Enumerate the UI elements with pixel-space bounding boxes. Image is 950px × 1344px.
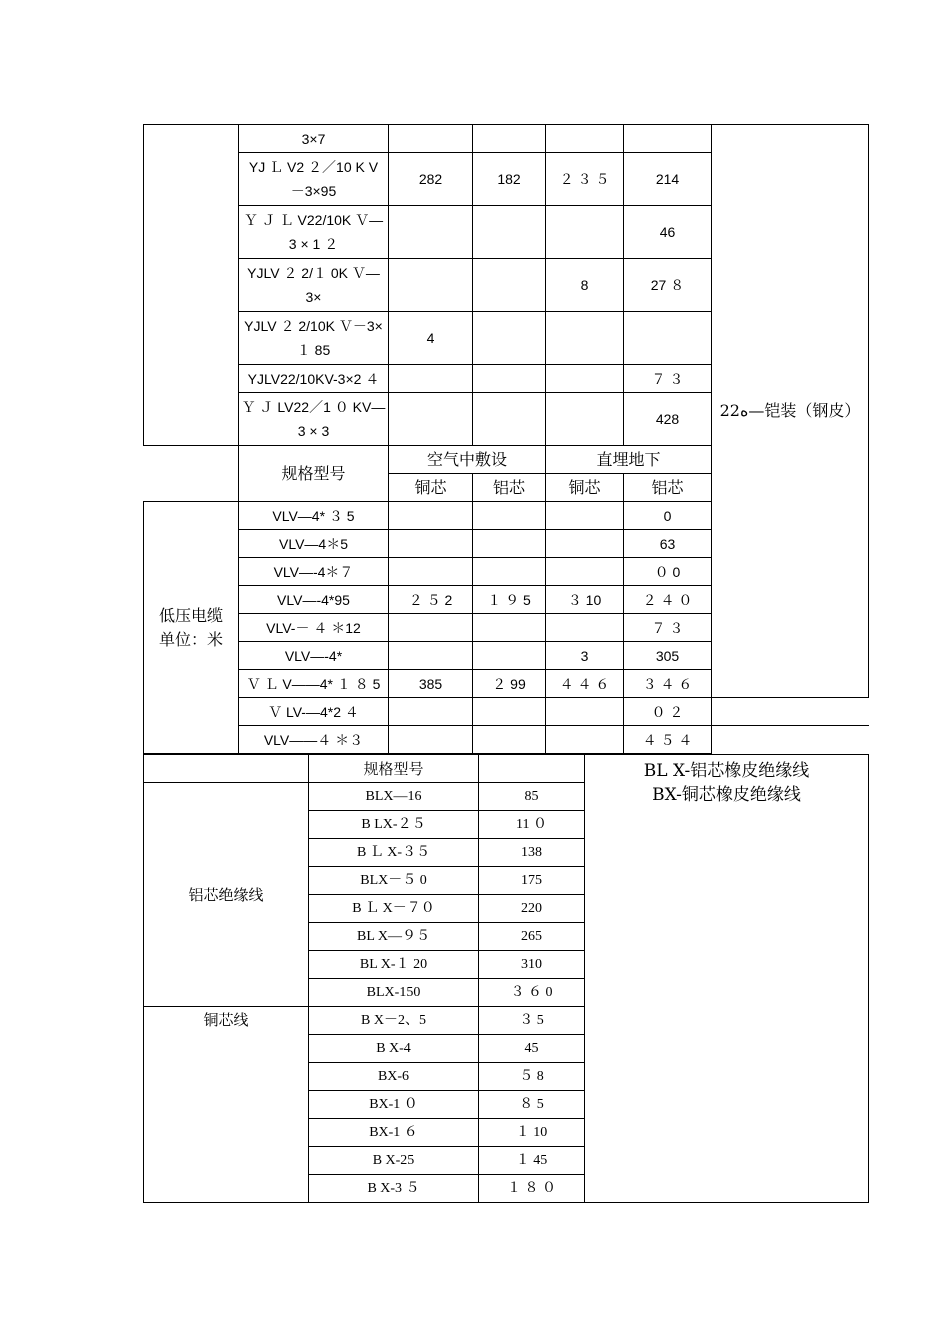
model-cell: B X－2、5 xyxy=(309,1007,479,1035)
model-cell: BLX－５ 0 xyxy=(309,867,479,895)
value-cell: 214 xyxy=(624,153,712,206)
table-row xyxy=(144,698,869,726)
value-cell: 46 xyxy=(624,206,712,259)
value-cell: 3 xyxy=(546,642,624,670)
value-cell xyxy=(546,558,624,586)
value-cell: ４ ５ ４ xyxy=(624,726,712,754)
blank-cell xyxy=(712,726,869,754)
value-cell: 27 ８ xyxy=(624,259,712,312)
value-cell: ７ ３ xyxy=(624,614,712,642)
model-cell: B Ｌ X－７０ xyxy=(309,895,479,923)
model-cell: B LX-２５ xyxy=(309,811,479,839)
model-cell: Ｙ Ｊ Ｌ V22/10K Ｖ— 3 × 1 ２ xyxy=(239,206,389,259)
value-cell: ５ 8 xyxy=(479,1063,585,1091)
value-cell xyxy=(473,502,546,530)
model-cell: VLV-－ ４ ＊12 xyxy=(239,614,389,642)
value-cell: １ 45 xyxy=(479,1147,585,1175)
value-cell: ２ ５ 2 xyxy=(389,586,473,614)
value-cell: 45 xyxy=(479,1035,585,1063)
value-cell: 4 xyxy=(389,312,473,365)
model-cell: YJLV ２ 2/10K Ｖ－3× １ 85 xyxy=(239,312,389,365)
model-cell: YJLV ２ 2/１ 0K Ｖ— 3× xyxy=(239,259,389,312)
value-cell: 175 xyxy=(479,867,585,895)
air-header: 空气中敷设 xyxy=(389,446,546,474)
value-cell xyxy=(473,365,546,393)
value-cell: 310 xyxy=(479,951,585,979)
value-cell xyxy=(473,259,546,312)
value-cell xyxy=(389,614,473,642)
blank-category-cell xyxy=(144,125,239,446)
value-cell: ３ ６ 0 xyxy=(479,979,585,1007)
value-cell: 63 xyxy=(624,530,712,558)
value-cell: 138 xyxy=(479,839,585,867)
value-cell: ２ ４ ０ xyxy=(624,586,712,614)
value-cell: 282 xyxy=(389,153,473,206)
value-cell: 0 xyxy=(624,502,712,530)
model-cell: YJLV22/10KV-3×2 ４ xyxy=(239,365,389,393)
value-cell xyxy=(389,206,473,259)
aluminum-header: 铝芯 xyxy=(473,474,546,502)
spec-header: 规格型号 xyxy=(239,446,389,502)
copper-header: 铜芯 xyxy=(389,474,473,502)
value-cell xyxy=(389,502,473,530)
value-cell xyxy=(473,726,546,754)
model-cell: BLX-150 xyxy=(309,979,479,1007)
value-cell: ２ ３ ５ xyxy=(546,153,624,206)
value-cell xyxy=(624,125,712,153)
wire-table xyxy=(143,754,869,1203)
value-cell xyxy=(389,365,473,393)
value-cell xyxy=(389,558,473,586)
value-cell xyxy=(473,642,546,670)
model-cell: VLV—-4＊７ xyxy=(239,558,389,586)
value-cell: ３ 5 xyxy=(479,1007,585,1035)
aluminum-header: 铝芯 xyxy=(624,474,712,502)
value-cell: １ ９ 5 xyxy=(473,586,546,614)
model-cell: BL X-１ 20 xyxy=(309,951,479,979)
model-cell: BX-6 xyxy=(309,1063,479,1091)
value-cell: 428 xyxy=(624,393,712,446)
value-cell xyxy=(546,530,624,558)
value-cell xyxy=(473,206,546,259)
model-cell: B X-4 xyxy=(309,1035,479,1063)
value-cell: ４ ４ ６ xyxy=(546,670,624,698)
low-voltage-label: 低压电缆 单位：米 xyxy=(144,502,239,754)
model-cell: Ｙ Ｊ LV22／1 ０ KV— 3 × 3 xyxy=(239,393,389,446)
value-cell xyxy=(473,530,546,558)
value-cell: ７ ３ xyxy=(624,365,712,393)
value-cell xyxy=(473,698,546,726)
value-cell: 85 xyxy=(479,783,585,811)
value-cell xyxy=(546,614,624,642)
value-cell xyxy=(546,726,624,754)
value-cell: 182 xyxy=(473,153,546,206)
aluminum-wire-label: 铝芯绝缘线 xyxy=(144,783,309,1007)
model-cell: YJ Ｌ V2 ２／10 K V －3×95 xyxy=(239,153,389,206)
value-cell xyxy=(473,614,546,642)
blank-header-cell xyxy=(479,755,585,783)
copper-header: 铜芯 xyxy=(546,474,624,502)
value-cell xyxy=(389,698,473,726)
value-cell: １ ８ ０ xyxy=(479,1175,585,1203)
value-cell: １ 10 xyxy=(479,1119,585,1147)
value-cell: 220 xyxy=(479,895,585,923)
value-cell: ３ ４ ６ xyxy=(624,670,712,698)
value-cell: ３ 10 xyxy=(546,586,624,614)
model-cell: B X-3 ５ xyxy=(309,1175,479,1203)
value-cell xyxy=(389,726,473,754)
value-cell xyxy=(546,502,624,530)
model-cell: BX-1 ６ xyxy=(309,1119,479,1147)
model-cell: VLV—4＊5 xyxy=(239,530,389,558)
value-cell xyxy=(473,558,546,586)
model-cell: BL X—９５ xyxy=(309,923,479,951)
value-cell xyxy=(624,312,712,365)
value-cell xyxy=(473,393,546,446)
model-cell: BX-1 ０ xyxy=(309,1091,479,1119)
value-cell: ２ 99 xyxy=(473,670,546,698)
model-cell: VLV—-4* xyxy=(239,642,389,670)
value-cell: ８ 5 xyxy=(479,1091,585,1119)
value-cell xyxy=(473,125,546,153)
cable-table xyxy=(143,124,869,754)
model-cell: B Ｌ X-３５ xyxy=(309,839,479,867)
spec-header: 规格型号 xyxy=(309,755,479,783)
value-cell: 8 xyxy=(546,259,624,312)
model-cell: VLV——４ ＊３ xyxy=(239,726,389,754)
model-cell: B X-25 xyxy=(309,1147,479,1175)
blank-header-cell xyxy=(144,446,239,502)
value-cell xyxy=(546,125,624,153)
copper-wire-label: 铜芯线 xyxy=(144,1007,309,1203)
value-cell xyxy=(389,259,473,312)
model-cell: VLV—4* ３ 5 xyxy=(239,502,389,530)
model-cell: 3×7 xyxy=(239,125,389,153)
value-cell xyxy=(546,393,624,446)
value-cell xyxy=(473,312,546,365)
value-cell xyxy=(546,312,624,365)
table-row xyxy=(144,125,869,153)
value-cell: 11 ０ xyxy=(479,811,585,839)
blank-header-cell xyxy=(144,755,309,783)
model-cell: VLV—-4*95 xyxy=(239,586,389,614)
model-cell: Ｖ LV-—4*2 ４ xyxy=(239,698,389,726)
value-cell xyxy=(389,642,473,670)
value-cell xyxy=(389,125,473,153)
value-cell xyxy=(546,698,624,726)
wire-note: BL X-铝芯橡皮绝缘线 BX-铜芯橡皮绝缘线 xyxy=(585,755,869,1203)
value-cell xyxy=(389,393,473,446)
value-cell xyxy=(389,530,473,558)
armor-note: 22ە—铠装（钢皮） xyxy=(712,125,869,698)
value-cell: 385 xyxy=(389,670,473,698)
value-cell xyxy=(546,206,624,259)
buried-header: 直埋地下 xyxy=(546,446,712,474)
value-cell: 305 xyxy=(624,642,712,670)
model-cell: Ｖ Ｌ V——4* １ ８ 5 xyxy=(239,670,389,698)
table-row xyxy=(144,726,869,754)
model-cell: BLX—16 xyxy=(309,783,479,811)
header-row xyxy=(144,755,869,783)
value-cell: 265 xyxy=(479,923,585,951)
value-cell: ０ ２ xyxy=(624,698,712,726)
value-cell: ０ 0 xyxy=(624,558,712,586)
value-cell xyxy=(546,365,624,393)
